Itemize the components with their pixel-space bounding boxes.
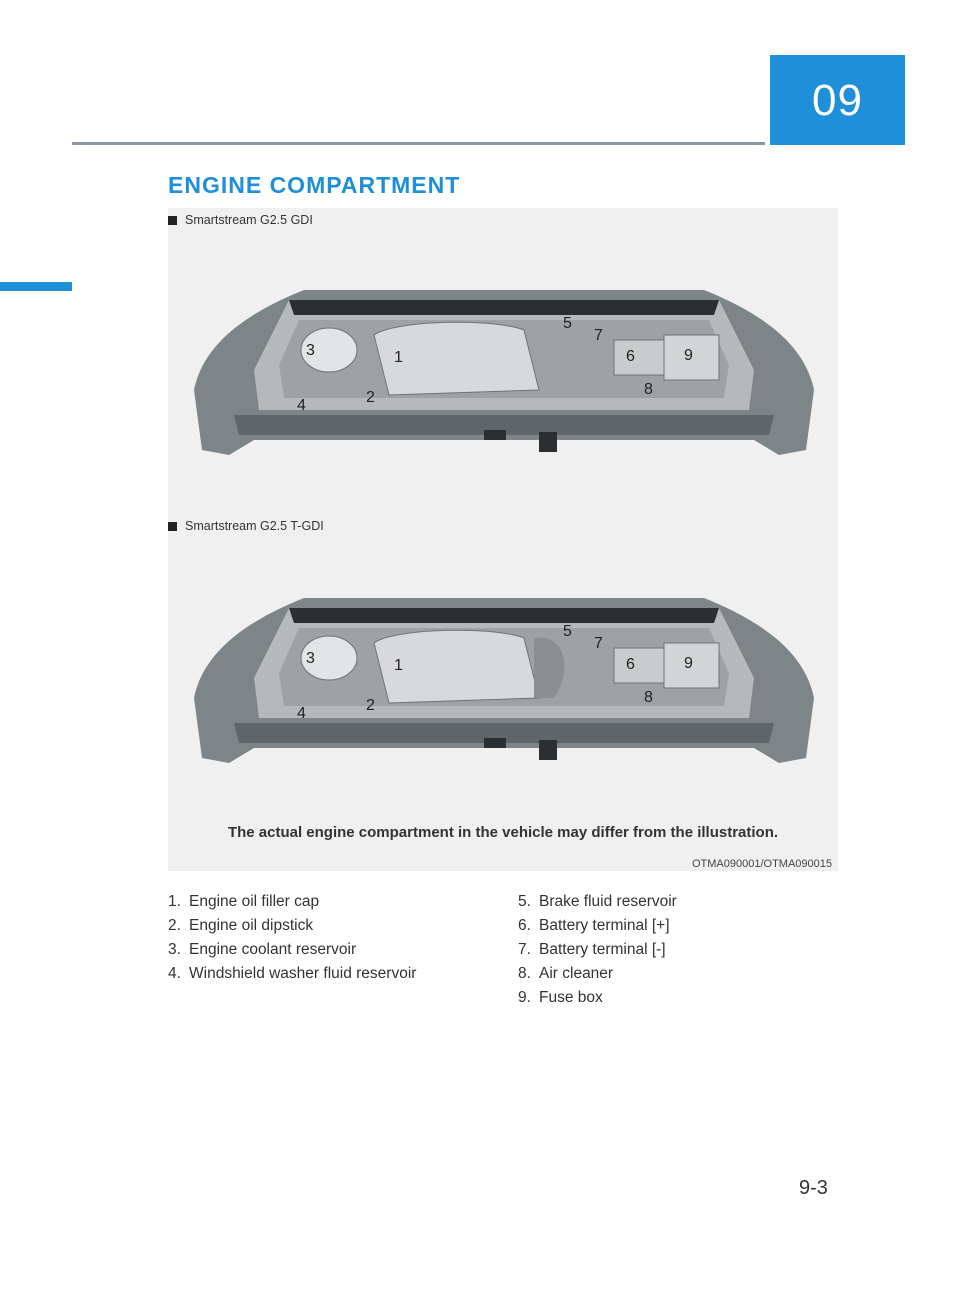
list-item: 8. Air cleaner bbox=[518, 965, 614, 982]
variant-label-text: Smartstream G2.5 GDI bbox=[185, 213, 313, 227]
list-item: 5. Brake fluid reservoir bbox=[518, 893, 677, 910]
callout-9: 9 bbox=[684, 347, 693, 364]
callout-8: 8 bbox=[644, 689, 653, 706]
callout-4: 4 bbox=[297, 397, 306, 414]
variant-label-text: Smartstream G2.5 T-GDI bbox=[185, 519, 324, 533]
side-thumb-mark bbox=[0, 282, 72, 291]
callout-5: 5 bbox=[563, 623, 572, 640]
figure-code: OTMA090001/OTMA090015 bbox=[691, 858, 832, 870]
list-item: 6. Battery terminal [+] bbox=[518, 917, 670, 934]
callout-6: 6 bbox=[626, 348, 635, 365]
callout-9: 9 bbox=[684, 655, 693, 672]
list-item: 7. Battery terminal [-] bbox=[518, 941, 666, 958]
callout-7: 7 bbox=[594, 635, 603, 652]
callout-6: 6 bbox=[626, 656, 635, 673]
callout-8: 8 bbox=[644, 381, 653, 398]
legend-list-left bbox=[168, 890, 416, 986]
page-number: 9-3 bbox=[799, 1177, 828, 1199]
list-item: 3. Engine coolant reservoir bbox=[168, 941, 357, 958]
chapter-tab: 09 bbox=[770, 55, 905, 145]
square-bullet-icon bbox=[168, 216, 177, 225]
header-rule bbox=[72, 142, 765, 145]
variant-label-tgdi bbox=[168, 519, 324, 533]
engine-figure bbox=[168, 208, 838, 871]
engine-illustration-gdi bbox=[194, 280, 814, 468]
callout-5: 5 bbox=[563, 315, 572, 332]
callout-2: 2 bbox=[366, 389, 375, 406]
callout-1: 1 bbox=[394, 657, 403, 674]
callout-2: 2 bbox=[366, 697, 375, 714]
callout-3: 3 bbox=[306, 650, 315, 667]
legend-list-right bbox=[518, 890, 677, 1010]
variant-label-gdi bbox=[168, 213, 313, 227]
callout-4: 4 bbox=[297, 705, 306, 722]
list-item: 9. Fuse box bbox=[518, 989, 603, 1006]
engine-illustration-tgdi bbox=[194, 588, 814, 776]
callout-7: 7 bbox=[594, 327, 603, 344]
section-title: ENGINE COMPARTMENT bbox=[168, 172, 461, 198]
list-item: 2. Engine oil dipstick bbox=[168, 917, 314, 934]
callout-3: 3 bbox=[306, 342, 315, 359]
list-item: 4. Windshield washer fluid reservoir bbox=[168, 965, 417, 982]
figure-caption: The actual engine compartment in the vehicle may differ from the illustration. bbox=[227, 824, 779, 841]
square-bullet-icon bbox=[168, 522, 177, 531]
callout-1: 1 bbox=[394, 349, 403, 366]
list-item: 1. Engine oil filler cap bbox=[168, 893, 320, 910]
